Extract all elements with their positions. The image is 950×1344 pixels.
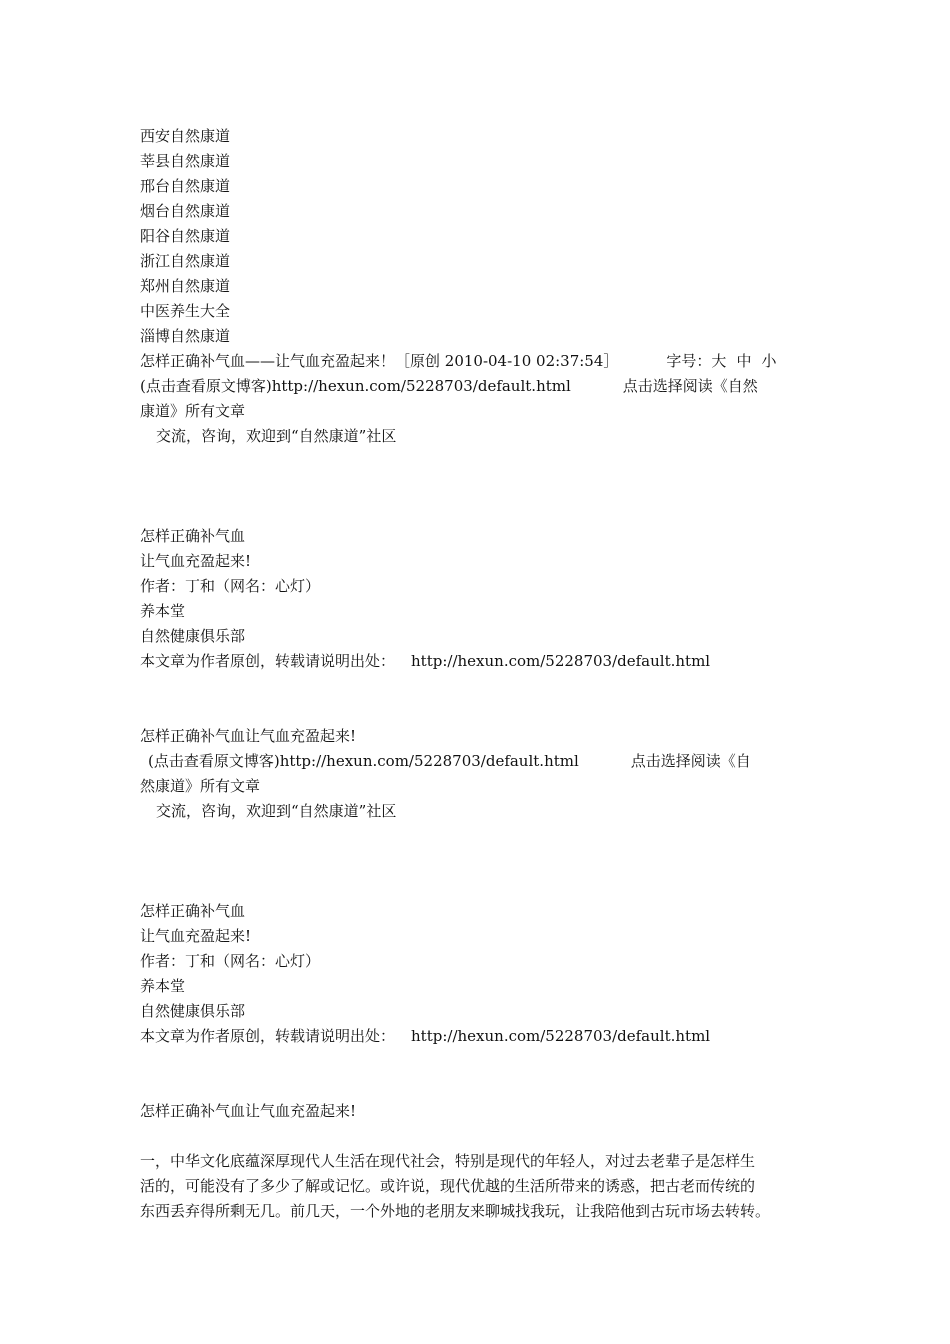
font-size-large-button[interactable]: 大	[711, 352, 727, 370]
org-line: 养本堂	[140, 977, 186, 995]
link-item[interactable]: 烟台自然康道	[140, 202, 231, 220]
copyright-url-link[interactable]: http://hexun.com/5228703/default.html	[411, 652, 711, 670]
copyright-line	[140, 1024, 820, 1049]
article-body	[140, 1099, 820, 1224]
spacer	[140, 674, 820, 724]
community-link[interactable]: 交流，咨询，欢迎到“自然康道”社区	[156, 427, 397, 445]
source-link[interactable]: (点击查看原文博客)http://hexun.com/5228703/default.html	[140, 377, 571, 395]
link-item[interactable]: 郑州自然康道	[140, 277, 231, 295]
copyright-url-link[interactable]: http://hexun.com/5228703/default.html	[411, 1027, 711, 1045]
section-2-header	[140, 724, 820, 824]
source-line	[140, 374, 820, 399]
author-line: 作者：丁和（网名：心灯）	[140, 952, 321, 970]
paragraph-line: 东西丢弃得所剩无几。前几天，一个外地的老朋友来聊城找我玩，让我陪他到古玩市场去转转。	[140, 1202, 771, 1220]
block-subtitle: 让气血充盈起来!	[140, 552, 252, 570]
font-size-medium-button[interactable]: 中	[736, 352, 752, 370]
author-line: 作者：丁和（网名：心灯）	[140, 577, 321, 595]
link-item[interactable]: 阳谷自然康道	[140, 227, 231, 245]
org-line: 养本堂	[140, 602, 186, 620]
font-size-small-button[interactable]: 小	[761, 352, 777, 370]
block-subtitle: 让气血充盈起来!	[140, 927, 252, 945]
org-line: 自然健康俱乐部	[140, 627, 246, 645]
section-title: 怎样正确补气血让气血充盈起来!	[140, 727, 357, 745]
source-link[interactable]: (点击查看原文博客)http://hexun.com/5228703/default.html	[148, 752, 579, 770]
body-title: 怎样正确补气血让气血充盈起来!	[140, 1102, 357, 1120]
block-title: 怎样正确补气血	[140, 902, 246, 920]
org-line: 自然健康俱乐部	[140, 1002, 246, 1020]
link-item[interactable]: 中医养生大全	[140, 302, 231, 320]
spacer	[140, 824, 820, 899]
link-item[interactable]: 邢台自然康道	[140, 177, 231, 195]
copyright-label: 本文章为作者原创，转载请说明出处：	[140, 652, 396, 670]
copyright-label: 本文章为作者原创，转载请说明出处：	[140, 1027, 396, 1045]
read-all-link[interactable]: 点击选择阅读《自	[630, 752, 751, 770]
read-all-link[interactable]: 点击选择阅读《自然	[622, 377, 758, 395]
spacer	[140, 1124, 820, 1149]
author-block-1	[140, 524, 820, 674]
document-page	[140, 124, 820, 1224]
article-title-line	[140, 349, 820, 374]
link-item[interactable]: 西安自然康道	[140, 127, 231, 145]
copyright-line	[140, 649, 820, 674]
article-header	[140, 349, 820, 449]
read-all-link-cont[interactable]: 然康道》所有文章	[140, 777, 261, 795]
paragraph-line: 活的，可能没有了多少了解或记忆。或许说，现代优越的生活所带来的诱惑，把古老而传统的	[140, 1177, 756, 1195]
read-all-link-cont[interactable]: 康道》所有文章	[140, 402, 246, 420]
source-line	[140, 749, 820, 774]
community-link[interactable]: 交流，咨询，欢迎到“自然康道”社区	[156, 802, 397, 820]
link-item[interactable]: 浙江自然康道	[140, 252, 231, 270]
paragraph-line: 一，中华文化底蕴深厚现代人生活在现代社会，特别是现代的年轻人，对过去老辈子是怎样生	[140, 1152, 756, 1170]
link-item[interactable]: 淄博自然康道	[140, 327, 231, 345]
author-block-2	[140, 899, 820, 1049]
link-item[interactable]: 莘县自然康道	[140, 152, 231, 170]
article-title: 怎样正确补气血——让气血充盈起来！［原创 2010-04-10 02:37:54］	[140, 352, 619, 370]
link-list	[140, 124, 820, 349]
spacer	[140, 1049, 820, 1099]
font-size-label: 字号：	[666, 352, 712, 370]
block-title: 怎样正确补气血	[140, 527, 246, 545]
spacer	[140, 449, 820, 524]
